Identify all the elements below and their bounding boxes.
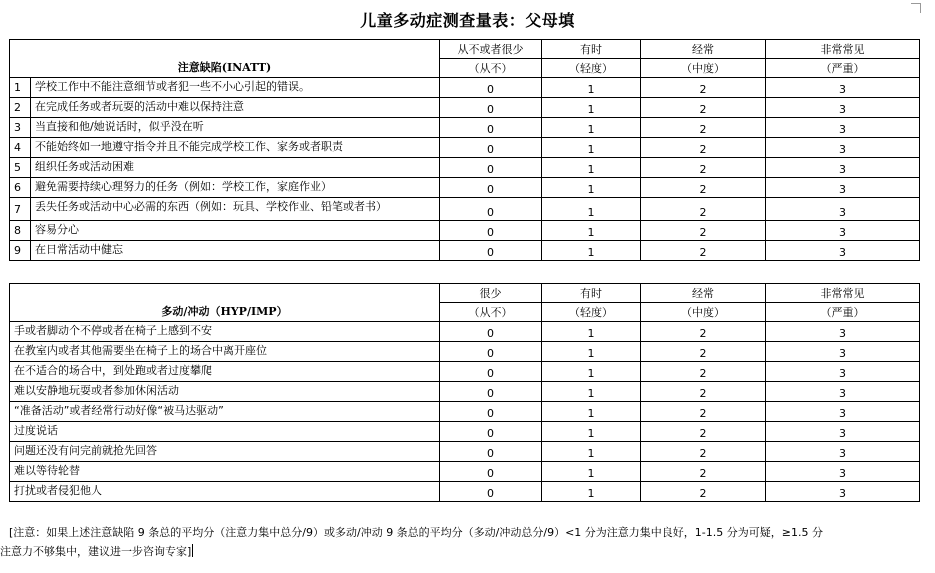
score-cell: 1 <box>542 462 641 482</box>
item-text: 在不适合的场合中，到处跑或者过度攀爬 <box>10 362 440 382</box>
column-header: 有时 <box>542 40 641 59</box>
table-row <box>10 118 920 138</box>
item-number: 4 <box>10 138 31 158</box>
score-cell: 3 <box>766 138 920 158</box>
score-cell: 1 <box>542 402 641 422</box>
score-cell: 3 <box>766 482 920 502</box>
score-cell: 3 <box>766 78 920 98</box>
score-cell: 1 <box>542 482 641 502</box>
item-text: 手或者脚动个不停或者在椅子上感到不安 <box>10 322 440 342</box>
score-cell: 2 <box>641 422 766 442</box>
score-cell: 3 <box>766 402 920 422</box>
score-cell: 1 <box>542 221 641 241</box>
item-number: 6 <box>10 178 31 198</box>
table-row <box>10 178 920 198</box>
hyp-section-label: 多动/冲动（HYP/IMP） <box>10 284 440 322</box>
item-number: 5 <box>10 158 31 178</box>
score-cell: 1 <box>542 98 641 118</box>
column-subheader: （从不） <box>440 59 542 78</box>
table-row <box>10 482 920 502</box>
score-cell: 0 <box>440 382 542 402</box>
table-row <box>10 422 920 442</box>
score-cell: 2 <box>641 241 766 261</box>
score-cell: 0 <box>440 241 542 261</box>
item-number: 2 <box>10 98 31 118</box>
column-subheader: （轻度） <box>542 303 641 322</box>
column-header: 非常常见 <box>766 284 920 303</box>
score-cell: 2 <box>641 78 766 98</box>
score-cell: 1 <box>542 422 641 442</box>
hyp-table <box>9 283 920 502</box>
column-header: 经常 <box>641 40 766 59</box>
score-cell: 0 <box>440 402 542 422</box>
item-text: 丢失任务或活动中心必需的东西（例如：玩具、学校作业、铅笔或者书） <box>31 198 440 221</box>
score-cell: 2 <box>641 322 766 342</box>
column-subheader: （严重） <box>766 59 920 78</box>
column-header: 很少 <box>440 284 542 303</box>
table-row <box>10 241 920 261</box>
item-text: “准备活动”或者经常行动好像“被马达驱动” <box>10 402 440 422</box>
page-title: 儿童多动症测查量表：父母填 <box>360 11 575 30</box>
table-row <box>10 462 920 482</box>
item-number: 9 <box>10 241 31 261</box>
score-cell: 3 <box>766 322 920 342</box>
score-cell: 1 <box>542 382 641 402</box>
score-cell: 0 <box>440 462 542 482</box>
score-cell: 1 <box>542 362 641 382</box>
score-cell: 1 <box>542 342 641 362</box>
score-cell: 3 <box>766 158 920 178</box>
item-text: 容易分心 <box>31 221 440 241</box>
score-cell: 1 <box>542 442 641 462</box>
item-number: 8 <box>10 221 31 241</box>
item-text: 在日常活动中健忘 <box>31 241 440 261</box>
score-cell: 1 <box>542 158 641 178</box>
table-row <box>10 198 920 221</box>
table-row <box>10 158 920 178</box>
item-text: 难以等待轮替 <box>10 462 440 482</box>
column-subheader: （中度） <box>641 59 766 78</box>
column-subheader: （轻度） <box>542 59 641 78</box>
score-cell: 2 <box>641 382 766 402</box>
score-cell: 0 <box>440 422 542 442</box>
score-cell: 2 <box>641 402 766 422</box>
score-cell: 3 <box>766 362 920 382</box>
item-text: 问题还没有问完前就抢先回答 <box>10 442 440 462</box>
scoring-note-line2 <box>0 542 935 561</box>
column-header: 经常 <box>641 284 766 303</box>
score-cell: 0 <box>440 178 542 198</box>
item-text: 打扰或者侵犯他人 <box>10 482 440 502</box>
score-cell: 3 <box>766 342 920 362</box>
item-text: 在教室内或者其他需要坐在椅子上的场合中离开座位 <box>10 342 440 362</box>
item-text: 当直接和他/她说话时，似乎没在听 <box>31 118 440 138</box>
scoring-note-line2-text: 注意力不够集中，建议进一步咨询专家] <box>0 545 192 558</box>
score-cell: 3 <box>766 442 920 462</box>
scoring-note <box>0 523 935 561</box>
score-cell: 3 <box>766 198 920 221</box>
scoring-note-line1: [注意：如果上述注意缺陷 9 条总的平均分（注意力集中总分/9）或多动/冲动 9 条总的平均分（多动/冲动总分/9）<1 分为注意力集中良好，1-1.5 分为可疑，≥1.5 分 <box>9 526 823 539</box>
table-row <box>10 78 920 98</box>
score-cell: 1 <box>542 241 641 261</box>
item-text: 难以安静地玩耍或者参加休闲活动 <box>10 382 440 402</box>
score-cell: 3 <box>766 118 920 138</box>
text-cursor <box>192 544 193 557</box>
score-cell: 0 <box>440 158 542 178</box>
score-cell: 0 <box>440 442 542 462</box>
score-cell: 2 <box>641 442 766 462</box>
column-subheader: （严重） <box>766 303 920 322</box>
score-cell: 2 <box>641 221 766 241</box>
score-cell: 0 <box>440 98 542 118</box>
column-header: 非常常见 <box>766 40 920 59</box>
table-row <box>10 362 920 382</box>
score-cell: 2 <box>641 178 766 198</box>
score-cell: 0 <box>440 482 542 502</box>
inatt-table <box>9 39 920 261</box>
table-row <box>10 98 920 118</box>
column-subheader: （中度） <box>641 303 766 322</box>
item-text: 在完成任务或者玩耍的活动中难以保持注意 <box>31 98 440 118</box>
inatt-section-label: 注意缺陷(INATT) <box>10 40 440 78</box>
score-cell: 3 <box>766 98 920 118</box>
item-text: 避免需要持续心理努力的任务（例如：学校工作，家庭作业） <box>31 178 440 198</box>
item-number: 7 <box>10 198 31 221</box>
score-cell: 1 <box>542 78 641 98</box>
item-number: 3 <box>10 118 31 138</box>
score-cell: 2 <box>641 98 766 118</box>
score-cell: 3 <box>766 382 920 402</box>
score-cell: 0 <box>440 362 542 382</box>
score-cell: 2 <box>641 342 766 362</box>
table-row <box>10 402 920 422</box>
item-text: 过度说话 <box>10 422 440 442</box>
item-text: 学校工作中不能注意细节或者犯一些不小心引起的错误。 <box>31 78 440 98</box>
score-cell: 3 <box>766 241 920 261</box>
table-row <box>10 138 920 158</box>
column-header: 从不或者很少 <box>440 40 542 59</box>
score-cell: 3 <box>766 178 920 198</box>
score-cell: 2 <box>641 462 766 482</box>
score-cell: 1 <box>542 198 641 221</box>
column-subheader: （从不） <box>440 303 542 322</box>
score-cell: 0 <box>440 322 542 342</box>
score-cell: 2 <box>641 482 766 502</box>
score-cell: 2 <box>641 362 766 382</box>
table-row <box>10 322 920 342</box>
corner-mark <box>911 3 921 13</box>
score-cell: 3 <box>766 422 920 442</box>
score-cell: 3 <box>766 462 920 482</box>
score-cell: 3 <box>766 221 920 241</box>
score-cell: 2 <box>641 158 766 178</box>
score-cell: 1 <box>542 118 641 138</box>
score-cell: 2 <box>641 138 766 158</box>
table-row <box>10 382 920 402</box>
score-cell: 2 <box>641 118 766 138</box>
item-text: 组织任务或活动困难 <box>31 158 440 178</box>
score-cell: 0 <box>440 198 542 221</box>
score-cell: 0 <box>440 342 542 362</box>
score-cell: 0 <box>440 138 542 158</box>
column-header: 有时 <box>542 284 641 303</box>
item-number: 1 <box>10 78 31 98</box>
table-row <box>10 342 920 362</box>
table-row <box>10 442 920 462</box>
table-row <box>10 221 920 241</box>
score-cell: 1 <box>542 178 641 198</box>
score-cell: 1 <box>542 138 641 158</box>
score-cell: 0 <box>440 78 542 98</box>
item-text: 不能始终如一地遵守指令并且不能完成学校工作、家务或者职责 <box>31 138 440 158</box>
score-cell: 1 <box>542 322 641 342</box>
score-cell: 2 <box>641 198 766 221</box>
score-cell: 0 <box>440 221 542 241</box>
score-cell: 0 <box>440 118 542 138</box>
